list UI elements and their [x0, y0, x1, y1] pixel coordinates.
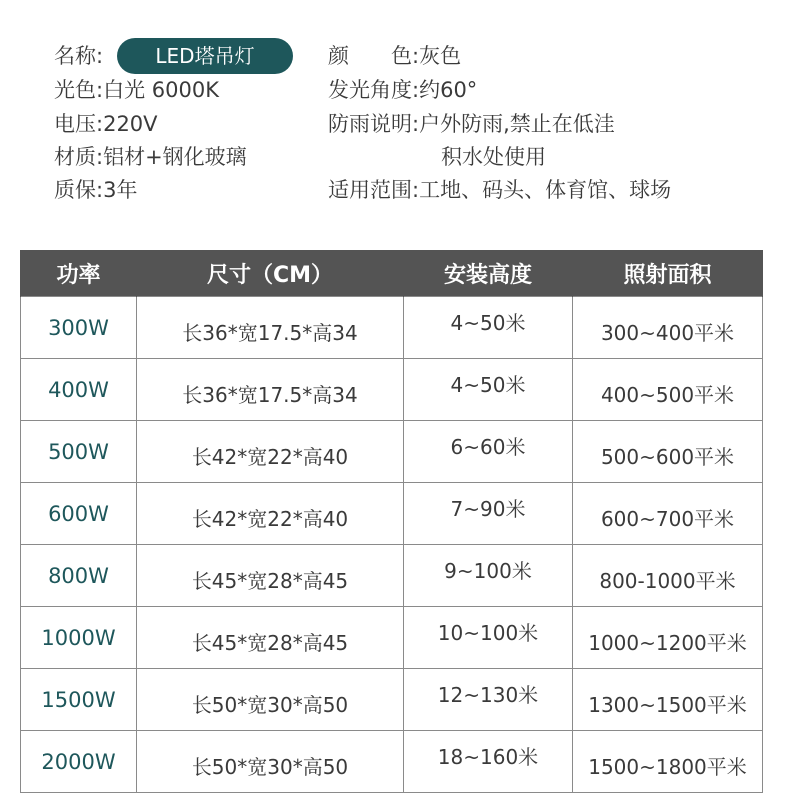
- cell-power: 800W: [21, 545, 137, 607]
- spec-value: 220V: [103, 112, 158, 136]
- table-header-row: [21, 250, 763, 297]
- cell-height: 10~100米: [404, 607, 573, 669]
- cell-height: 12~130米: [404, 669, 573, 731]
- cell-power: 600W: [21, 483, 137, 545]
- spec-rain-note-cont: [441, 145, 546, 169]
- cell-power: 1000W: [21, 607, 137, 669]
- cell-power: 500W: [21, 421, 137, 483]
- table-row: [21, 359, 763, 421]
- spec-value: 3年: [103, 178, 138, 202]
- spec-value: 铝材+钢化玻璃: [103, 145, 247, 169]
- spec-warranty: [54, 178, 137, 202]
- header-size: 尺寸（CM）: [137, 250, 404, 297]
- cell-area: 1300~1500平米: [573, 669, 763, 731]
- spec-value: 白光 6000K: [103, 78, 219, 102]
- cell-height: 4~50米: [404, 297, 573, 359]
- spec-value: 约60°: [419, 78, 478, 102]
- spec-name: [54, 44, 103, 68]
- spec-label: 颜 色:: [328, 44, 420, 68]
- product-name-badge: LED塔吊灯: [117, 38, 293, 74]
- table-row: [21, 545, 763, 607]
- cell-height: 18~160米: [404, 731, 573, 793]
- cell-area: 600~700平米: [573, 483, 763, 545]
- spec-value: 户外防雨,禁止在低洼: [419, 112, 615, 136]
- cell-size: 长36*宽17.5*高34: [137, 297, 404, 359]
- cell-height: 7~90米: [404, 483, 573, 545]
- spec-table: [20, 250, 763, 793]
- cell-power: 400W: [21, 359, 137, 421]
- header-install-height: 安装高度: [404, 250, 573, 297]
- table-row: [21, 421, 763, 483]
- cell-height: 4~50米: [404, 359, 573, 421]
- table-row: [21, 731, 763, 793]
- cell-power: 1500W: [21, 669, 137, 731]
- cell-area: 1500~1800平米: [573, 731, 763, 793]
- cell-size: 长42*宽22*高40: [137, 483, 404, 545]
- spec-label: 材质:: [54, 145, 104, 169]
- spec-material: [54, 145, 247, 169]
- spec-color: [328, 44, 461, 68]
- cell-size: 长45*宽28*高45: [137, 545, 404, 607]
- spec-label: 防雨说明:: [328, 112, 420, 136]
- spec-label: 发光角度:: [328, 78, 420, 102]
- cell-power: 300W: [21, 297, 137, 359]
- cell-height: 6~60米: [404, 421, 573, 483]
- table-row: [21, 607, 763, 669]
- header-power: 功率: [21, 250, 137, 297]
- cell-height: 9~100米: [404, 545, 573, 607]
- spec-voltage: [54, 112, 158, 136]
- spec-rain-note: [328, 112, 615, 136]
- spec-application: [328, 178, 671, 202]
- table-row: [21, 483, 763, 545]
- table-row: [21, 297, 763, 359]
- cell-size: 长50*宽30*高50: [137, 731, 404, 793]
- cell-size: 长42*宽22*高40: [137, 421, 404, 483]
- spec-value: 工地、码头、体育馆、球场: [419, 178, 672, 202]
- spec-value: 灰色: [419, 44, 462, 68]
- cell-area: 400~500平米: [573, 359, 763, 421]
- cell-area: 1000~1200平米: [573, 607, 763, 669]
- cell-size: 长50*宽30*高50: [137, 669, 404, 731]
- cell-area: 500~600平米: [573, 421, 763, 483]
- header-coverage-area: 照射面积: [573, 250, 763, 297]
- cell-size: 长45*宽28*高45: [137, 607, 404, 669]
- cell-power: 2000W: [21, 731, 137, 793]
- spec-label: 光色:: [54, 78, 104, 102]
- spec-label: 质保:: [54, 178, 104, 202]
- cell-area: 800-1000平米: [573, 545, 763, 607]
- cell-area: 300~400平米: [573, 297, 763, 359]
- table-row: [21, 669, 763, 731]
- spec-beam-angle: [328, 78, 477, 102]
- spec-label: 电压:: [54, 112, 104, 136]
- spec-value: 积水处使用: [441, 145, 546, 169]
- spec-label: 适用范围:: [328, 178, 420, 202]
- spec-light-color: [54, 78, 219, 102]
- spec-label: 名称:: [54, 44, 104, 68]
- cell-size: 长36*宽17.5*高34: [137, 359, 404, 421]
